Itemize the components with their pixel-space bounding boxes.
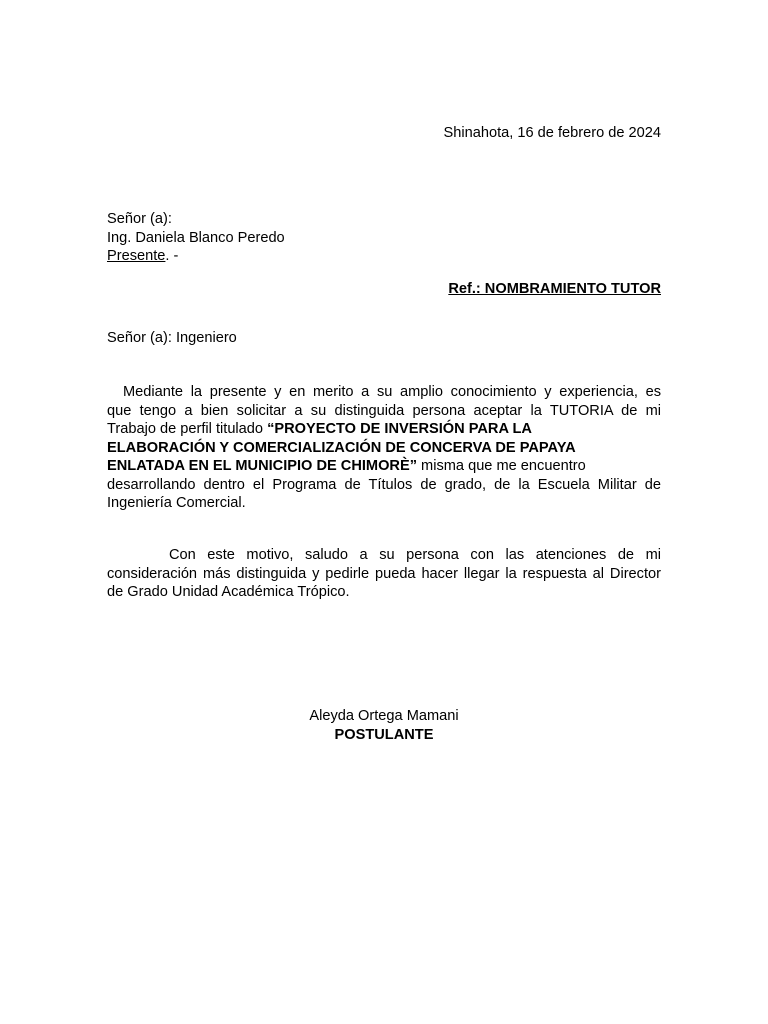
project-title-part-1: “PROYECTO DE INVERSIÓN PARA LA bbox=[267, 421, 532, 437]
presente-word: Presente bbox=[107, 248, 166, 264]
signatory-role: POSTULANTE bbox=[334, 726, 434, 743]
p1-line-6: desarrollando dentro el Programa de Títulos de grado, de la Escuela Militar de bbox=[107, 476, 661, 493]
presente-suffix: . - bbox=[165, 248, 179, 264]
p2-line-3: de Grado Unidad Académica Trópico. bbox=[107, 584, 350, 600]
addressee-block bbox=[107, 210, 661, 266]
signature-block bbox=[0, 707, 768, 744]
p1-line-2: que tengo a bien solicitar a su distinguida persona aceptar la TUTORIA de mi bbox=[107, 402, 661, 419]
p1-line-1: Mediante la presente y en merito a su amplio conocimiento y experiencia, es bbox=[123, 384, 661, 400]
addressee-title: Señor (a): bbox=[107, 211, 172, 227]
p1-line-5-plain: misma que me encuentro bbox=[417, 458, 586, 474]
p1-line-3 bbox=[107, 420, 661, 439]
body-paragraph-1 bbox=[107, 383, 661, 513]
p1-line-7: Ingeniería Comercial. bbox=[107, 495, 246, 511]
addressee-name: Ing. Daniela Blanco Peredo bbox=[107, 229, 285, 246]
p2-line-1: Con este motivo, saludo a su persona con las atenciones de mi bbox=[169, 547, 661, 563]
p1-line-5 bbox=[107, 457, 661, 476]
date-line: Shinahota, 16 de febrero de 2024 bbox=[443, 125, 661, 141]
signatory-name: Aleyda Ortega Mamani bbox=[309, 708, 459, 724]
project-title-part-2: ELABORACIÓN Y COMERCIALIZACIÓN DE CONCERVA DE PAPAYA bbox=[107, 439, 576, 456]
reference-line: Ref.: NOMBRAMIENTO TUTOR bbox=[448, 281, 661, 297]
p1-line-3-plain: Trabajo de perfil titulado bbox=[107, 421, 268, 437]
salutation: Señor (a): Ingeniero bbox=[107, 330, 237, 346]
project-title-part-3: ENLATADA EN EL MUNICIPIO DE CHIMORÈ” bbox=[107, 458, 417, 474]
body-paragraph-2 bbox=[107, 546, 661, 602]
addressee-presente bbox=[107, 247, 661, 266]
p2-line-2: consideración más distinguida y pedirle pueda hacer llegar la respuesta al Director bbox=[107, 565, 661, 582]
